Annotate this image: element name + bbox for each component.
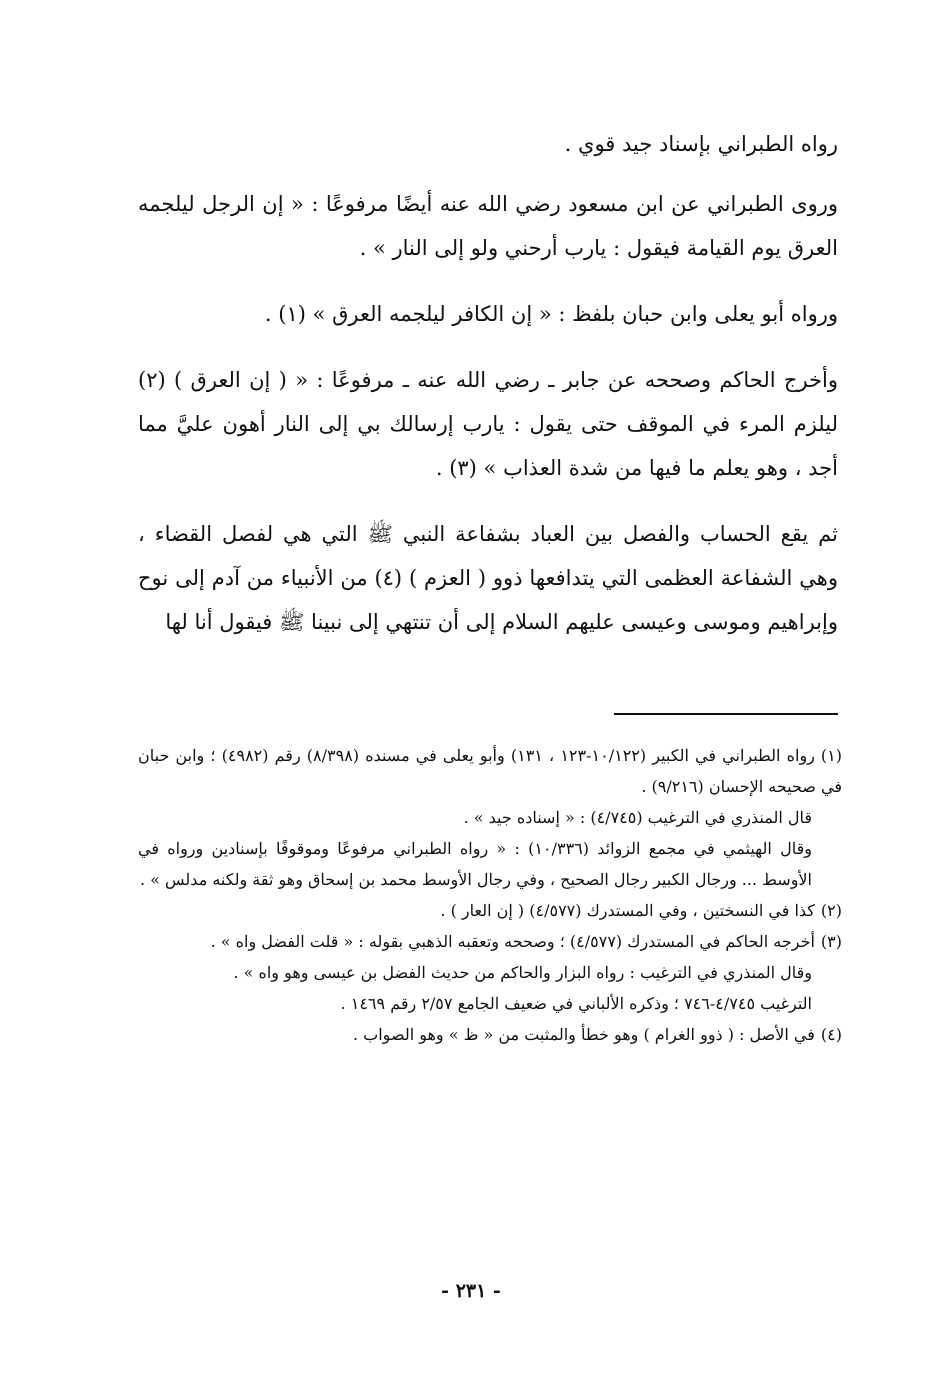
footnote-4	[138, 1019, 842, 1050]
footnote-number: (٣)	[820, 932, 842, 951]
paragraph-4: وأخرج الحاكم وصححه عن جابر ـ رضي الله عنه ـ مرفوعًا : « ( إن العرق ) (٢) ليلزم المرء في الموقف حتى يقول : يارب إرسالك بي إلى النار أهون عليَّ مما أجد ، وهو يعلم ما فيها من شدة العذاب » (٣) .	[138, 368, 838, 480]
footnote-3	[138, 926, 842, 957]
footnote-1-cont-b	[138, 833, 842, 895]
main-text	[138, 122, 838, 666]
footnote-3-cont-a	[138, 957, 842, 988]
footnote-1	[138, 740, 842, 802]
footnotes	[138, 740, 842, 1050]
page-number: - ٢٣١ -	[441, 1280, 501, 1302]
footnote-number: (١)	[820, 746, 842, 765]
paragraph-5: ثم يقع الحساب والفصل بين العباد بشفاعة النبي ﷺ التي هي لفصل القضاء ، وهي الشفاعة العظمى التي يتدافعها ذوو ( العزم ) (٤) من الأنبياء من آدم إلى نوح وإبراهيم وموسى وعيسى عليهم السلام إلى أن تنتهي إلى نبينا ﷺ فيقول أنا لها	[138, 522, 838, 634]
footnote-text: كذا في النسختين ، وفي المستدرك (٤/٥٧٧) ( إن العار ) .	[440, 901, 815, 920]
paragraph-2: وروى الطبراني عن ابن مسعود رضي الله عنه أيضًا مرفوعًا : « إن الرجل ليلجمه العرق يوم القيامة فيقول : يارب أرحني ولو إلى النار » .	[138, 192, 838, 260]
paragraph-1: رواه الطبراني بإسناد جيد قوي .	[564, 132, 838, 156]
footnote-text: وقال الهيثمي في مجمع الزوائد (١٠/٣٣٦) : « رواه الطبراني مرفوعًا وموقوفًا بإسنادين ورواه في الأوسط ... ورجال الكبير رجال الصحيح ، وفي رجال الأوسط محمد بن إسحاق وهو ثقة ولكنه مدلس » .	[138, 839, 812, 889]
footnote-3-cont-b	[138, 988, 842, 1019]
footnote-number: (٢)	[820, 901, 842, 920]
footnote-text: أخرجه الحاكم في المستدرك (٤/٥٧٧) ؛ وصححه وتعقبه الذهبي بقوله : « قلت الفضل واه » .	[210, 932, 815, 951]
footnote-text: قال المنذري في الترغيب (٤/٧٤٥) : « إسناده جيد » .	[463, 808, 812, 827]
footnote-2	[138, 895, 842, 926]
footnote-text: في الأصل : ( ذوو الغرام ) وهو خطأ والمثبت من « ظ » وهو الصواب .	[353, 1025, 815, 1044]
footnote-number: (٤)	[820, 1025, 842, 1044]
footnote-text: الترغيب ٤/٧٤٥-٧٤٦ ؛ وذكره الألباني في ضعيف الجامع ٢/٥٧ رقم ١٤٦٩ .	[340, 994, 812, 1013]
footnote-text: وقال المنذري في الترغيب : رواه البزار والحاكم من حديث الفضل بن عيسى وهو واه » .	[233, 963, 812, 982]
footnote-1-cont-a	[138, 802, 842, 833]
paragraph-3: ورواه أبو يعلى وابن حبان بلفظ : « إن الكافر ليلجمه العرق » (١) .	[264, 302, 838, 326]
footnote-text: رواه الطبراني في الكبير (١٠/١٢٢-١٢٣ ، ١٣١) وأبو يعلى في مسنده (٨/٣٩٨) رقم (٤٩٨٢) ؛ وابن حبان في صحيحه الإحسان (٩/٢١٦) .	[138, 746, 842, 796]
footnote-divider	[614, 713, 838, 715]
